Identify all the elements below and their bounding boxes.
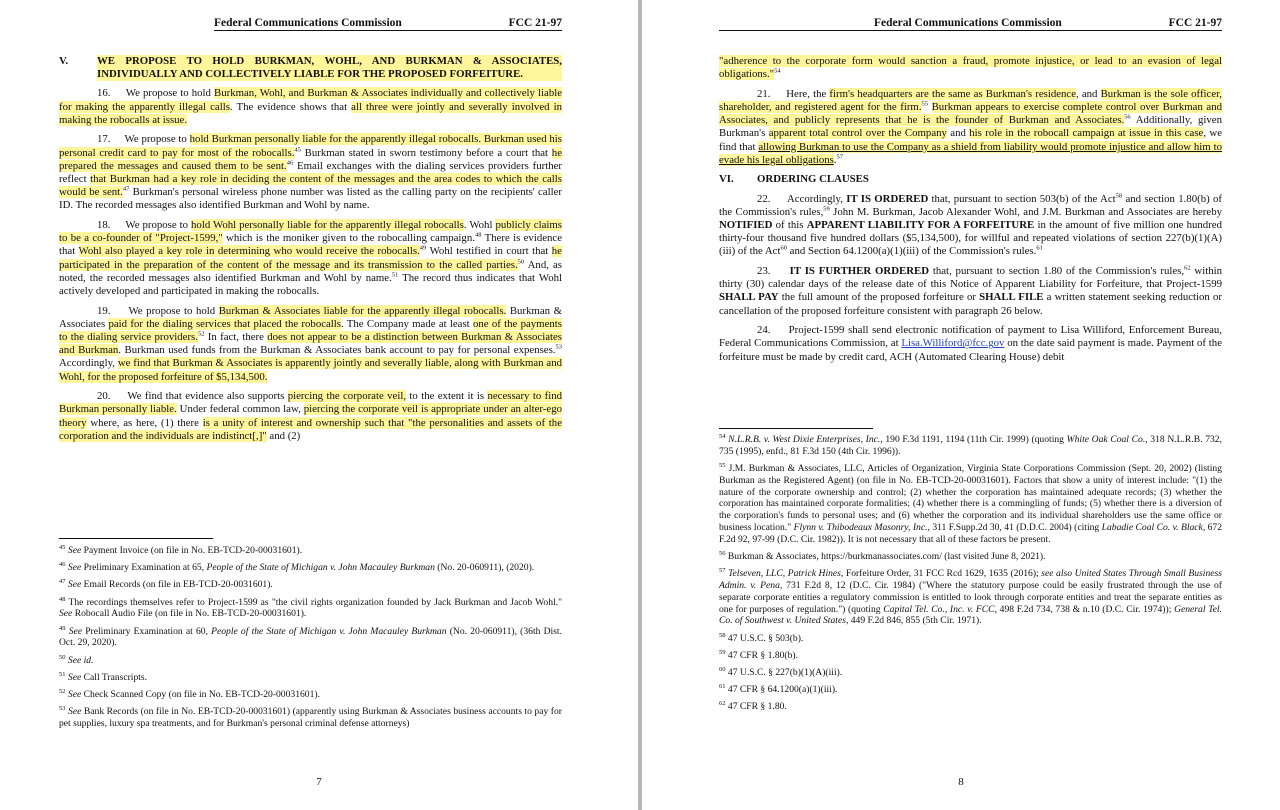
footnote-45: $^{45}$ See Payment Invoice (on file in No. EB-TCD-20-00031601). [59,543,303,556]
section-number: VI. [719,173,734,186]
paragraph-22: 22. Accordingly, IT IS ORDERED that, pursuant to section 503(b) of the Act$^{58}$ and section 1.80(b) of the Commission's rules,$^{59}$ John M. Burkman, Jacob Alexander Wohl, and J.M. Burkman and Associates are hereby NOTIFIED of this APPARENT LIABILITY FOR A FORFEITURE in the amount of five million one hundred thirty-four thousand five hundred dollars ($5,134,500), for willful and repeated violations of section 227(b)(1)(A)(iii) of the Act$^{60}$ and Section 64.1200(a)(1)(iii) of the Commission's rules.$^{61}$ [719,192,1222,258]
header-rule [719,30,1222,31]
paragraph-20: 20. We find that evidence also supports piercing the corporate veil, to the extent it is necessary to find Burkman personally liable. Under federal common law, piercing the corporate veil is appropriate under an alter-ego theory where, as here, (1) there is a unity of interest and ownership such that "the personalities and assets of the corporation and the individuals are indistinct[,]" and (2) [59,390,562,442]
document-page-7 [0,0,638,810]
header-docket: FCC 21-97 [508,17,562,29]
footnote-62: $^{62}$ 47 CFR § 1.80. [719,700,787,713]
footnote-61: $^{61}$ 47 CFR § 64.1200(a)(1)(iii). [719,682,838,696]
footnote-56: $^{56}$ Burkman & Associates, https://burkmanassociates.com/ (last visited June 8, 2021). [719,549,1046,562]
footnote-48: $^{48}$ The recordings themselves refer to Project-1599 as "the civil rights organization founded by Jack Burkman and Jacob Wohl." See Robocall Audio File (on file in No. EB-TCD-20-00031601). [59,595,562,620]
section-v-heading [59,55,562,81]
header-agency: Federal Communications Commission [874,17,1062,29]
footnote-57: $^{57}$ Telseven, LLC, Patrick Hines, Forfeiture Order, 31 FCC Rcd 1629, 1635 (2016); see also United States Through Small Business Admin. v. Pena, 731 F.2d 8, 12 (D.C. Cir. 1984) ("Where the statutory purpose could be easily frustrated through the use of separate corporate entities a regulatory commission is entitled to look through corporate entities and treat the separate entities as one for purposes of regulation.") (quoting Capital Tel. Co., Inc. v. FCC, 498 F.2d 734, 738 & n.10 (D.C. Cir. 1974)); General Tel. Co. of Southwest v. United States, 449 F.2d 846, 855 (5th Cir. 1971). [719,566,1222,627]
header-rule [214,30,562,31]
section-title: ORDERING CLAUSES [757,173,869,186]
footnote-47: $^{47}$ See Email Records (on file in EB-TCD-20-0031601). [59,578,273,591]
section-vi-heading [719,173,1222,186]
page8-body [719,55,1222,370]
footnote-59: $^{59}$ 47 CFR § 1.80(b). [719,648,798,661]
footnote-49: $^{49}$ See Preliminary Examination at 60, People of the State of Michigan v. John Macauley Burkman (No. 20-060911), (36th Dist. Oct. 29, 2020). [59,624,562,649]
paragraph-17: 17. We propose to hold Burkman personally liable for the apparently illegal robocalls. Burkman used his personal credit card to pay for most of the robocalls.$^{45}$ Burkman stated in sworn testimony before a court that he prepared the messages and caused them to be sent.$^{46}$ Email exchanges with the dialing services providers further reflect that Burkman had a key role in deciding the content of the messages and the area codes to which the calls would be sent.$^{47}$ Burkman's personal wireless phone number was listed as the calling party on the recipients' caller ID. The recorded messages also identified Burkman and Wohl by name. [59,133,562,212]
section-number: V. [59,55,69,67]
footnote-54: $^{54}$ N.L.R.B. v. West Dixie Enterprises, Inc., 190 F.3d 1191, 1194 (11th Cir. 1999) (quoting White Oak Coal Co., 318 N.L.R.B. 732, 735 (1995), enfd., 81 F.3d 150 (4th Cir. 1996)). [719,432,1222,457]
footnote-rule [59,538,213,539]
footnote-50: $^{50}$ See id. [59,653,94,666]
footnote-58: $^{58}$ 47 U.S.C. § 503(b). [719,631,804,644]
footnote-52: $^{52}$ See Check Scanned Copy (on file in No. EB-TCD-20-00031601). [59,687,320,700]
paragraph-16: 16. We propose to hold Burkman, Wohl, and Burkman & Associates individually and collectively liable for making the apparently illegal calls. The evidence shows that all three were jointly and severally involved in making the robocalls at issue. [59,87,563,126]
page-number: 8 [958,776,964,788]
email-link[interactable]: Lisa.Williford@fcc.gov [901,337,1005,350]
paragraph-20-continued: "adherence to the corporate form would sanction a fraud, promote injustice, or lead to an evasion of legal obligations."$^{54}$ [719,55,1222,81]
page-number: 7 [316,776,322,788]
page7-body [59,55,562,449]
footnote-46: $^{46}$ See Preliminary Examination at 65, People of the State of Michigan v. John Macauley Burkman (No. 20-060911), (2020). [59,561,535,574]
page7-footnotes [59,545,562,735]
paragraph-24: 24. Project-1599 shall send electronic notification of payment to Lisa Williford, Enforcement Bureau, Federal Communications Commission, at Lisa.Williford@fcc.gov on the date said payment is made. Payment of the forfeiture must be made by credit card, ACH (Automated Clearing House) debit [719,324,1222,363]
paragraph-21: 21. Here, the firm's headquarters are the same as Burkman's residence, and Burkman is the sole officer, shareholder, and registered agent for the firm.$^{55}$ Burkman appears to exercise complete control over Burkman and Associates, and publicly represents that he is the founder of Burkman and Associates.$^{56}$ Additionally, given Burkman's apparent total control over the Company and his role in the robocall campaign at issue in this case, we find that allowing Burkman to use the Company as a shield from liability would promote injustice and allow him to evade his legal obligations.$^{57}$ [719,87,1223,166]
footnote-55: $^{55}$ J.M. Burkman & Associates, LLC, Articles of Organization, Virginia State Corporations Commission (Sept. 20, 2002) (listing Burkman as the Registered Agent) (on file in No. EB-TCD-20-00031601). Factors that show a unity of interest include: "(1) the nature of the corporate ownership and control; (2) whether the corporation has maintained adequate records; (3) whether the corporation has maintained corporate formalities; (4) whether there is a commingling of funds; (5) whether there is a diversion of the corporation's funds to personal uses; and (6) whether the corporation and its individual shareholders use the same office or business location." Flynn v. Thibodeaux Masonry, Inc., 311 F.Supp.2d 30, 41 (D.D.C. 2004) (citing Labadie Coal Co. v. Black, 672 F.2d 92, 97-99 (D.C. Cir. 1982)). It is not necessary that all of these factors be present. [719,461,1223,545]
header-agency: Federal Communications Commission [214,17,402,29]
footnote-51: $^{51}$ See Call Transcripts. [59,670,148,683]
footnote-60: $^{60}$ 47 U.S.C. § 227(b)(1)(A)(iii). [719,665,843,678]
footnote-rule [719,428,873,429]
paragraph-19: 19. We propose to hold Burkman & Associates liable for the apparently illegal robocalls. Burkman & Associates paid for the dialing services that placed the robocalls. The Company made at least one of the payments to the dialing service providers.$^{52}$ In fact, there does not appear to be a distinction between Burkman & Associates and Burkman. Burkman used funds from the Burkman & Associates bank account to pay for personal expenses.$^{53}$ Accordingly, we find that Burkman & Associates is apparently jointly and severally liable, along with Burkman and Wohl, for the proposed forfeiture of $5,134,500. [59,304,563,383]
document-page-8 [642,0,1280,810]
footnote-53: $^{53}$ See Bank Records (on file in No. EB-TCD-20-00031601) (apparently using Burkman & Associates business accounts to pay for pet supplies, luxury spa treatments, and for Burkman's personal criminal defense attorneys) [59,704,562,729]
paragraph-23: 23. IT IS FURTHER ORDERED that, pursuant to section 1.80 of the Commission's rules,$^{62}$ within thirty (30) calendar days of the release date of this Notice of Apparent Liability for Forfeiture, that Project-1599 SHALL PAY the full amount of the proposed forfeiture or SHALL FILE a written statement seeking reduction or cancellation of the proposed forfeiture consistent with paragraph 26 below. [719,264,1223,317]
header-docket: FCC 21-97 [1168,17,1222,29]
section-title: WE PROPOSE TO HOLD BURKMAN, WOHL, AND BURKMAN & ASSOCIATES, INDIVIDUALLY AND COLLECTIVELY LIABLE FOR THE PROPOSED FORFEITURE. [97,55,562,81]
paragraph-18: 18. We propose to hold Wohl personally liable for the apparently illegal robocalls. Wohl publicly claims to be a co-founder of "Project-1599," which is the moniker given to the robocalling campaign.$^{48}$ There is evidence that Wohl also played a key role in determining who would receive the robocalls.$^{49}$ Wohl testified in court that he participated in the preparation of the content of the message and its transmission to the called parties.$^{50}$ And, as noted, the recorded messages also identified Burkman and Wohl by name.$^{51}$ The record thus indicates that Wohl actively developed and participated in making the robocalls. [59,219,562,298]
page8-footnotes [719,434,1222,718]
